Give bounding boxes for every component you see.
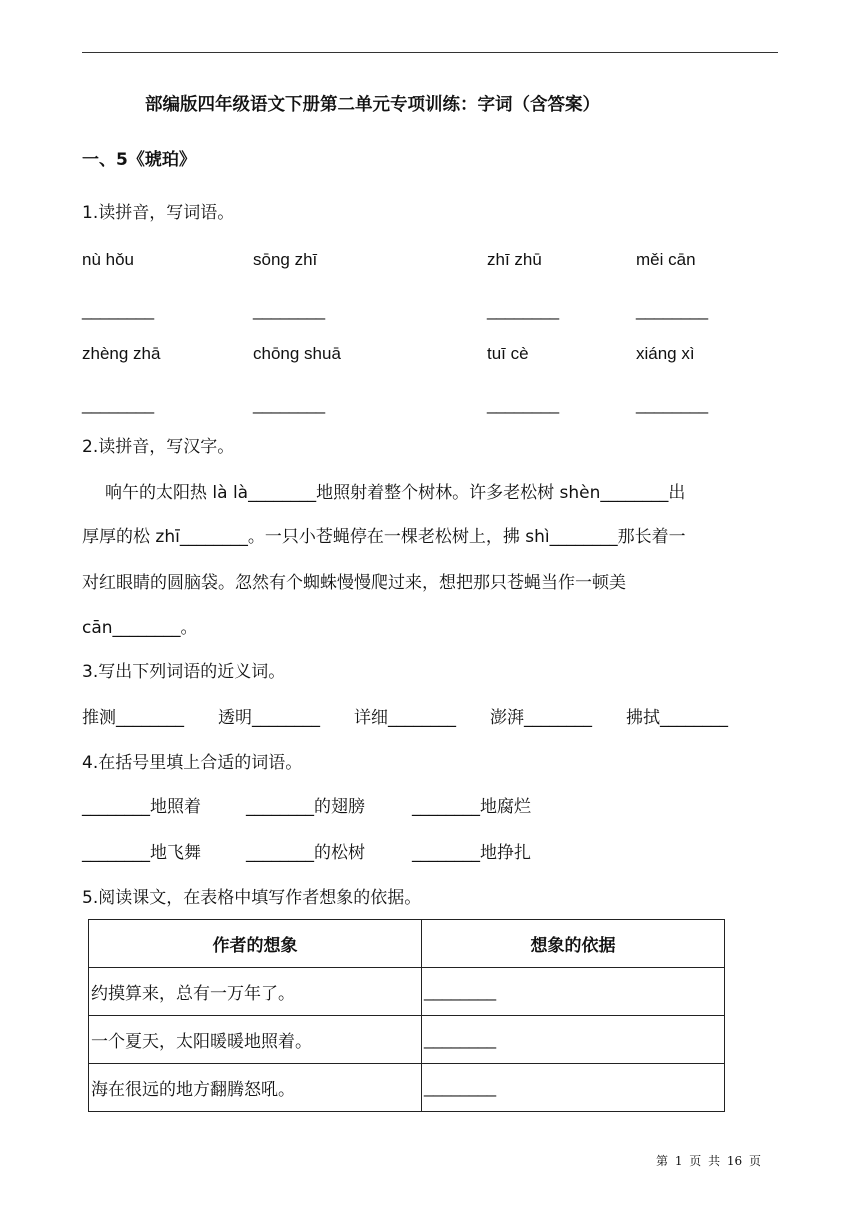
basis-answer-cell[interactable]: ________ <box>422 1016 725 1064</box>
imagination-cell: 一个夏天，太阳暖暖地照着。 <box>89 1016 422 1064</box>
section-heading: 一、5《琥珀》 <box>82 150 196 170</box>
pinyin-4: měi cān <box>636 250 696 269</box>
imagination-cell: 海在很远的地方翻腾怒吼。 <box>89 1064 422 1112</box>
synonym-item[interactable]: 澎湃________ <box>490 708 592 728</box>
imagination-table <box>88 919 725 1112</box>
answer-blank[interactable]: ________ <box>82 395 154 414</box>
basis-answer-cell[interactable]: ________ <box>422 968 725 1016</box>
answer-blank[interactable]: ________ <box>82 301 154 320</box>
answer-blank[interactable]: ________ <box>253 301 325 320</box>
passage-line: cān________。 <box>82 618 198 638</box>
pinyin-6: chōng shuā <box>253 344 341 363</box>
question-3-prompt: 3.写出下列词语的近义词。 <box>82 662 286 682</box>
passage-line: 对红眼睛的圆脑袋。忽然有个蜘蛛慢慢爬过来，想把那只苍蝇当作一顿美 <box>82 573 626 593</box>
fill-phrase[interactable]: ________的翅膀 <box>246 797 365 817</box>
question-1-prompt: 1.读拼音，写词语。 <box>82 203 235 223</box>
pinyin-2: sōng zhī <box>253 250 318 269</box>
column-header: 作者的想象 <box>89 920 422 968</box>
fill-phrase[interactable]: ________地挣扎 <box>412 843 531 863</box>
pinyin-5: zhèng zhā <box>82 344 161 363</box>
pinyin-8: xiáng xì <box>636 344 695 363</box>
column-header: 想象的依据 <box>422 920 725 968</box>
table-row <box>89 1016 725 1064</box>
answer-blank[interactable]: ________ <box>636 395 708 414</box>
answer-blank[interactable]: ________ <box>487 301 559 320</box>
pinyin-3: zhī zhū <box>487 250 542 269</box>
question-5-prompt: 5.阅读课文，在表格中填写作者想象的依据。 <box>82 888 422 908</box>
synonym-item[interactable]: 详细________ <box>354 708 456 728</box>
table-row <box>89 1064 725 1112</box>
passage-line: 厚厚的松 zhī________。一只小苍蝇停在一棵老松树上，拂 shì________那长着一 <box>82 527 686 547</box>
basis-answer-cell[interactable]: ________ <box>422 1064 725 1112</box>
table-row <box>89 968 725 1016</box>
imagination-cell: 约摸算来，总有一万年了。 <box>89 968 422 1016</box>
synonym-item[interactable]: 拂拭________ <box>626 708 728 728</box>
fill-phrase[interactable]: ________的松树 <box>246 843 365 863</box>
question-2-prompt: 2.读拼音，写汉字。 <box>82 437 235 457</box>
page-number: 第 1 页 共 16 页 <box>656 1154 761 1168</box>
question-4-prompt: 4.在括号里填上合适的词语。 <box>82 753 303 773</box>
passage-line: 响午的太阳热 là là________地照射着整个树林。许多老松树 shèn________出 <box>105 483 686 503</box>
fill-phrase[interactable]: ________地腐烂 <box>412 797 531 817</box>
answer-blank[interactable]: ________ <box>636 301 708 320</box>
fill-phrase[interactable]: ________地照着 <box>82 797 201 817</box>
answer-blank[interactable]: ________ <box>253 395 325 414</box>
pinyin-1: nù hǒu <box>82 250 134 269</box>
fill-phrase[interactable]: ________地飞舞 <box>82 843 201 863</box>
page-title: 部编版四年级语文下册第二单元专项训练：字词（含答案） <box>145 95 600 115</box>
header-rule <box>82 52 778 53</box>
synonym-item[interactable]: 透明________ <box>218 708 320 728</box>
answer-blank[interactable]: ________ <box>487 395 559 414</box>
pinyin-7: tuī cè <box>487 344 529 363</box>
synonym-item[interactable]: 推测________ <box>82 708 184 728</box>
table-header-row <box>89 920 725 968</box>
